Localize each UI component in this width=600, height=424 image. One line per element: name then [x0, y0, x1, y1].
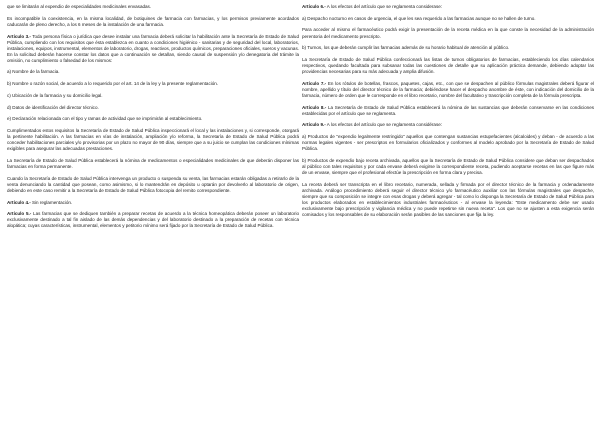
paragraph-text: d) Datos de identificación del director técnico.	[7, 104, 99, 110]
article-heading: Artículo 3.-	[7, 33, 31, 39]
paragraph-text: a) Despacho nocturno en casos de urgencia, el que les sea requerido a las farmacias aunque no se hallen de turno.	[302, 15, 536, 21]
paragraph-text: La Secretaría de Estado de Salud Pública establecerá la nómina de medicamentos o especialidades medicinales de que deberán disponer las farmacias en forma permanente.	[7, 157, 299, 170]
paragraph	[7, 81, 299, 87]
article-articulo-8	[302, 105, 594, 117]
paragraph	[302, 27, 594, 39]
article-articulo-7	[302, 81, 594, 99]
paragraph-text: Es incompatible la coexistencia, en la misma localidad, de botiquines de farmacia con farmacias, y los permisos previamente acordados caducarán de pleno derecho, a los 6 meses de la instalación de una farmacia.	[7, 15, 299, 27]
paragraph-text: e) Declaración relacionada con el tipo y ramas de actividad que se imprimirán al establecimiento.	[7, 116, 203, 122]
paragraph	[7, 16, 299, 28]
paragraph-text: En los rótulos de botellas, frascos, paquetes, cajas, etc., con que se despachen al público fórmulas magistrales deberá figurar el nombre, apellido y título del director técnico de la farmacia; debiéndose hacer el despacho anombre de éste, con indicación del domicilio de la farmacia, número de orden que le corresponde en el libro recetario, nombre del facultativo y trascripción completa de la fórmula prescripta.	[302, 80, 594, 98]
paragraph-text: b) Productos de expendio bajo receta archivada, aquellos que la Secretaría de Estado de Salud Pública considere que deban ser despachados al público con tales requisitos y por cada envase deberá exigirse la correspondiente receta, pudiendo aceptarse recetas en las que figure más de un envase, siempre que el profesional efectúe la prescripción en forma clara y precisa.	[302, 157, 594, 176]
paragraph-text: Cuando la Secretaría de Estado de Salud Pública intervenga un producto o suspenda su venta, las farmacias estarán obligadas a retirarlo de la venta denunciando la cantidad que posean, como asimismo, si lo mantendrán en depósito u optarán por devolverlo al laboratorio de origen, debiendo en este caso remitir a la Secretaría de Estado de Salud Pública fotocopia del remito correspondiente.	[7, 175, 299, 193]
paragraph-text: La Secretaría de Estado de Salud Pública establecerá la nómina de las sustancias que deberán conservarse en las condiciones establecidas por el artículo que se reglamenta.	[302, 104, 594, 116]
paragraph-text: La receta deberá ser transcripta en el libro recetario, numerada, sellada y firmada por el director técnico de la farmacia y ordenadamente archivada. Análogo procedimiento deberá seguir el director técnico y/o farmacéutico auxiliar con las fórmulas magistrales que despache, siempre que su composición se integre con esas drogas y deberá agregar - tal como lo disponga la Secretaría de Estado de Salud Pública para los productos elaborados en establecimientos industriales farmacéuticos - al envase la leyenda: "Este medicamento debe ser usado exclusivamente bajo prescripción y vigilancia médica y no puede repetirse sin nueva receta". Los que no se ajusten a esta exigencia serán comisados y los responsables de su elaboración serán pasibles de las sanciones que fija la ley.	[302, 181, 594, 218]
paragraph-text: La Secretaría de Estado de Salud Pública confeccionará las listas de turnos obligatorios de farmacias, estableciendo los días calendarios respectivos, quedando facultada para subsanar todas las cuestiones de detalle que su aplicación práctica demande, debiendo adoptar las providencias necesarias para su más adecuada y amplia difusión.	[302, 56, 594, 75]
paragraph	[302, 182, 594, 218]
paragraph-text: a) Productos de "expendio legalmente restringido" aquellos que contengan sustancias estupefacientes (alcaloides) y deban - de acuerdo a las normas legales vigentes - ser prescriptos en formularios oficializados y conformes al modelo aprobado por la Secretaría de Estado de Salud Pública.	[302, 134, 594, 152]
article-articulo-4	[7, 200, 299, 206]
paragraph	[7, 93, 299, 99]
paragraph-text: Las farmacias que se dediquen también a preparar recetas de acuerdo a la técnica homeopática deberán poseer un laboratorio exclusivamente destinado a tal fin aislado de las demás dependencias y del laboratorio destinado a la preparación de recetas con técnica alopática; cuyas características, instrumental, elementos y petitorio mínimo será fijado por la Secretaría de Estado de Salud Pública.	[7, 211, 299, 229]
left-column	[7, 4, 299, 424]
paragraph-text: c) Ubicación de la farmacia y su domicilio legal.	[7, 92, 103, 98]
paragraph-text: a) Nombre de la farmacia.	[7, 69, 60, 75]
article-heading: Artículo 5.-	[7, 211, 32, 217]
paragraph-text: A los efectos del artículo que se reglamenta considerase:	[325, 4, 443, 9]
paragraph	[7, 4, 299, 10]
article-articulo-5	[7, 211, 299, 229]
article-articulo-6	[302, 4, 594, 10]
paragraph-text: Toda persona física o jurídica que desee instalar una farmacia deberá solicitar la habilitación ante la Secretaría de Estado de Salud Pública, cumpliendo con los requisitos que ésta establezca en cuanto a condiciones higiénico - sanitarias y de seguridad del local, laboratorios, instalaciones, equipos, instrumental, elementos de laboratorio, drogas, reactivos, productos químicos, preparaciones oficiales, sueros y vacunas. En la solicitud deberán hacerse constar los datos que a continuación se detallan, siendo causal de suspensión y/o denegatoria del trámite la omisión, no cumplimiento o falsedad de los mismos:	[7, 33, 299, 63]
paragraph	[302, 57, 594, 75]
paragraph	[7, 128, 299, 152]
article-articulo-3	[7, 34, 299, 64]
paragraph	[7, 176, 299, 194]
paragraph-text: que se limitarán al expendio de especialidades medicinales envasadas.	[7, 4, 152, 9]
paragraph	[302, 134, 594, 152]
paragraph-text: b) Nombre o razón social, de acuerdo a lo requerido por el art. 14 de la ley y la presente reglamentación.	[7, 81, 219, 87]
right-column	[302, 4, 594, 424]
article-heading: Artículo 7.-	[302, 80, 327, 86]
paragraph-text: Sin reglamentación.	[30, 199, 73, 205]
paragraph	[7, 69, 299, 75]
paragraph-text: b) Turnos, los que deberán cumplir las farmacias además de su horario habitual de atención al público.	[302, 45, 510, 51]
paragraph	[302, 158, 594, 176]
article-heading: Artículo 8.-	[302, 104, 327, 110]
paragraph	[7, 158, 299, 170]
article-articulo-9	[302, 122, 594, 128]
paragraph	[7, 116, 299, 122]
paragraph-text: A los efectos del artículo que se reglamenta considérase:	[325, 122, 443, 128]
article-heading: Artículo 6.-	[302, 4, 326, 9]
article-heading: Artículo 4.-	[7, 199, 31, 205]
paragraph-text: Para acceder al mismo el farmacéutico podrá exigir la presentación de la receta médica en la que conste la necesidad de la administración perentoria del medicamento prescripto.	[302, 27, 594, 39]
paragraph	[7, 105, 299, 111]
paragraph-text: Cumplimentados estos requisitos la Secretaría de Estado de Salud Pública inspeccionará el local y las instalaciones y, si corresponde, otorgará la pertinente habilitación. A las farmacias en vías de instalación, ampliación y/o reforma, la Secretaría de Estado de Salud Pública podrá conceder habilitaciones parciales y/o provisorias por un plazo no mayor de 90 días, siempre que a su juicio se cumplan las condiciones mínimas exigibles para asegurar las adecuadas prestaciones.	[7, 128, 299, 152]
paragraph	[302, 45, 594, 51]
paragraph	[302, 16, 594, 22]
article-heading: Artículo 9.-	[302, 122, 326, 128]
